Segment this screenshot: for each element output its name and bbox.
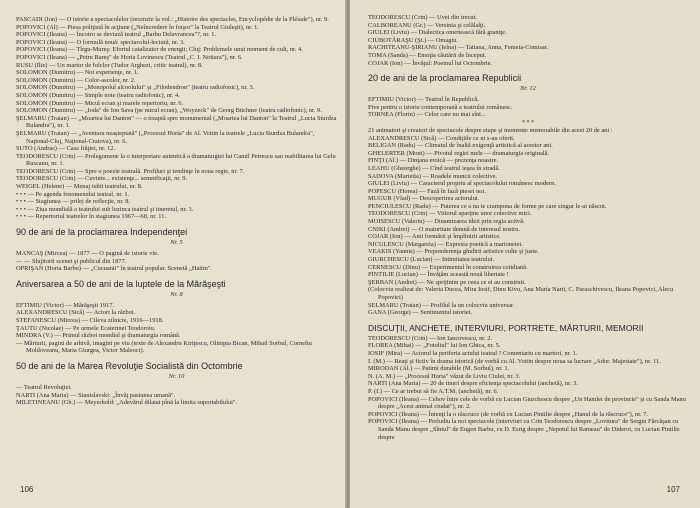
index-entry: P. (I.) — Ce ar trebui să fie A.T.M. (anchetă), nr. 6. [368,387,499,395]
index-entry: MILETINEANU (Gh.) — Meyerhold: „Adevărul dilatat pînă la limita suportabilului". [16,399,238,407]
issue-number: Nr. 10 [168,372,185,380]
index-entry: COJAR (Ion) — Anii formării şi împlinirii artistice. [368,233,501,241]
index-entry: (Colocviu realizat de: Valeria Ducea, Mira Iosif, Dinu Kivu, Ana Maria Narti, C. Paraschivescu, Ileana Popovici, Alecu Popovici) [368,286,674,301]
index-entry: NARTI (Ana Maria) — Stanislavski: „Învăţ pasiunea umană". [16,391,176,399]
index-entry: TOMA (Sanda) — Emoţia căutării de început. [368,51,487,59]
index-entry: MIRODAN (Al.) — Patimi durabile (M. Sorbul), nr. 1. [368,365,510,373]
right-entries-top [368,14,688,67]
index-entry: POPOVICI (Ileana) — „Petru Rareş" de Horia Lovinescu (Teatrul „C. I. Nottara"), nr. 6. [16,53,243,61]
index-entry: POPESCU (Horea) — Fază în fază piesei noi. [368,187,486,195]
issue-number: Nr. 8 [170,290,183,298]
index-entry: BELIGAN (Radu) — Climatul de înaltă exigenţă artistică al acestor ani. [368,142,553,150]
index-entry: ŞERBAN (Andrei) — Ne sprijinim pe ceea ce ei au construit. [368,278,526,286]
index-entry: TEODORESCU (Crin) — Spre o poezie teatrală. Profiluri şi tendinţe în noua regie, nr. 7. [16,167,245,175]
index-entry: FLOREA (Mihai) — „Fotoliul" lui Ion Ghica, nr. 5. [368,342,501,350]
index-entry: POPOVICI (Ileana) — O formulă nouă: spectacolul-lectură, nr. 3. [16,38,185,46]
index-entry: GIULEI (Liviu) — Dialectica omenească fără graniţe. [368,29,507,37]
index-entry: SOLOMON (Dumitru) — Color-ascolor, nr. 2. [16,76,136,84]
index-entry: LEAHU (Gheorghe) — Cînd teatrul ieşea în stradă. [368,164,500,172]
index-entry: COJAR (Ion) — Învăţul: Poemul lui Octombrie. [368,59,493,67]
index-entry: RACHITEANU-ŞIRIANU (Ielna) — Tatiana, Anna, Femeia-Comisar. [368,44,549,52]
index-entry: SOLOMON (Dumitru) — „Ioda" de Ion Sava (pe micul ecran), „Woyzeck" de Georg Büchner (teatru radiofonic), nr. 9. [16,107,322,115]
index-entry: MUGUR (Vlad) — Descoperirea actorului. [368,195,480,203]
index-entry: Five pentru o istorie contemporană a teatrului românesc. [368,103,513,111]
index-entry: MINDRA (V.) — Primul război mondial şi dramaturgia română. [16,332,181,340]
index-entry: POPOVICI (Al) — Piesa poliţistă în acţiune („Neîncredere în foişor" la Teatrul Giuleşti), nr. 1. [16,23,259,31]
section-title: 50 de ani de la Marea Revoluţie Socialistă din Octombrie [16,360,243,371]
index-entry: — — Slujitorii scenei şi publicul din 1877. [16,257,127,265]
index-entry: PENCIULESCU (Radu) — Puterea ce a nu te crampona de forme pe care singur le-ai născut. [368,202,607,210]
index-entry: PASCADI (Ion) — O istorie a spectacolelor (recenzie la vol.: „Histoire des spectacles, Encyclopédie de la Pléiade"), nr. 9. [16,16,329,23]
index-entry: MANCAŞ (Mircea) — 1877 — O pagină de istorie vie. [16,250,159,258]
index-entry: ALEXANDRESCU (Sică) — Actori la război. [16,309,136,317]
index-entry: CNIKI (Andrei) — O maturitate demnă de interesul nostru. [368,225,521,233]
issue-number: Nr. 12 [520,85,536,93]
index-entry: EFTIMIU (Victor) — Teatrul în Republică. [368,96,479,104]
index-entry: NICULESCU (Margareta) — Expresia poetică a marionetei. [368,240,523,248]
section-title: Aniversarea a 50 de ani de la luptele de la Mărăşeşti [16,278,226,289]
index-entry: SOLOMON (Dumitru) — Micul ecran şi marele repertoriu, nr. 6. [16,99,184,107]
index-entry: N. (A. M.) — „Procesul Horia" văzut de Liviu Ciulei, nr. 3. [368,372,521,380]
index-entry: CIUBOTĂRAŞU (Şt.) — Omagiu. [368,36,459,44]
index-entry: • • • — Pe agenda fenomenului teatral, nr. 1. [16,190,130,198]
index-entry: ŞELMARU (Traian) — „Aventura neaşteptată" („Procesul Horia" de Al. Voitin la teatrele „Lucia Sturdza Bulandra", Naţional-Cluj, Naţional-Craiova), nr. 6. [16,129,315,145]
index-entry: TEODORESCU (Crin) — Cuvinte... existenţe... semnificaţii, nr. 9. [16,175,188,183]
index-entry: GIULEI (Liviu) — Caracterul propriu al spectacolului românesc modern. [368,180,556,188]
index-entry: ŢAUTU (Nicolae) — Pe urmele Ecaterinei Teodoroiu. [16,324,156,332]
index-entry: MOISESCU (Valeriu) — Dinamizarea ideii prin regia activă. [368,218,525,226]
index-entry: POPOVICI (Ileana) — Preludiu la noi spectacole (interviuri cu Crin Teodorescu despre „Lovitura" de Sergiu Fărcăşan cu Sanda Manu despre „Sîntul" de Eugen Barbu, cu D. Esrig despre „Nepotul lui Rameau" de Diderot, cu Lucian Pintilie despre [368,418,680,441]
index-entry: GIURCHESCU (Lucian) — Intimitatea teatrului. [368,256,495,264]
index-entry: CERNESCU (Dinu) — Experimentul în construirea cotidiană. [368,263,528,271]
index-entry: STEFANESCU (Mircea) — Cileva zilnicte, 1916—1918. [16,317,164,324]
section-title-discutii: DISCUŢII, ANCHETE, INTERVIURI, PORTRETE, MĂRTURII, MEMORII [368,322,644,333]
index-entry: • • • — Ziua mondială a teatrului sub lozinca teatrul şi tineretul, nr. 3. [16,205,194,213]
left-entries-top [16,16,337,221]
index-entry: ŞELMARU (Traian) — „Moartea lui Danton" — o treaptă spre monumental („Moartea lui Danton" la Teatrul „Lucia Sturdza Bulandra"), nr. 1. [16,114,337,130]
index-entry: WEIGEL (Helene) — Menaj iubit teatrului, nr. 8. [16,183,143,191]
index-entry: I. (M.) — Reaţi şi fictiv în drama istorică (de vorbă cu Al. Voitin despre noua sa lucrare „Ador. Majestate"), nr. 11. [368,357,661,365]
right-entries-mid [368,135,688,317]
page-number-left: 106 [20,485,34,494]
left-page [0,0,346,508]
index-entry: GANA (George) — Sentimentul istoriei. [368,309,473,317]
index-entry: SELMARU (Traian) — Profilul la un colocviu universar. [368,301,515,309]
index-entry: RUSU (Ilie) — Un martor de folclor (Tudor Arghezi, critic teatral), nr. 8. [16,61,203,69]
section-title: 90 de ani de la proclamarea Independenţei [16,227,188,238]
index-entry: SOLOMON (Dumitru) — Noi experienţe, nr. 1. [16,69,139,77]
index-entry: TORNEA (Florin) — Celor care nu mai sînt... [368,111,486,119]
index-entry: — Mărturii, pagini de arhivă, imagini pe viu (texte de Alexandru Kiriţescu, Olimpia Bican, Mihail Sorbul, Corneliu Moldoveanu, Maria Giurgea, Victor Maleoci). [16,339,312,355]
index-entry: • • • — Repertoriul teatrelor în stagiunea 1967—68, nr. 11. [16,213,167,221]
index-entry: PINTILIE (Lucian) — Învăţăm această nouă libertate ! [368,271,509,279]
issue-number: Nr. 5 [170,239,183,247]
index-entry: • • • — Stagiunea — prilej de reflecţie, nr. 8. [16,198,131,206]
index-entry: TEODORESCU (Crin) — Viitorul aparţine unor colective mici. [368,210,532,218]
index-entry: POPOVICI (Ileana) — Încotro se deviază teatrul „Barbu Delavrancea"?, nr. 1. [16,31,217,39]
section-title: 20 de ani de la proclamarea Republicii [368,73,522,84]
right-sections [368,73,688,119]
index-entry: VEAKIS (Yannis) — Preponderenţa gîndirii artistice culte şi juste. [368,248,539,256]
left-sections [16,227,337,407]
page-number-right: 107 [666,485,680,494]
stars-separator: * * * [522,119,534,126]
index-entry: FINŢI (Al.) — Dinţana eroică — prezenţa noastre. [368,157,499,165]
index-entry: — Teatrul Revoluţiei. [16,383,72,391]
index-entry: ALEXANDRESCU (Sică) — Condiţiile ce ni s-au oferit. [368,134,515,142]
index-entry: SADOVA (Marietta) — Roadele muncii colective. [368,172,498,180]
right-page [350,0,700,508]
index-entry: POPOVICI (Ileana) — Întenţi la o răscruce (de vorbă cu Lucian Pintilie despre „Hanul de la răscruce"), nr. 7. [368,410,648,418]
index-entry: OPRIŞAN (Horia Barbu) — „Cucuanii" în teatrul popular. Scenetă „Haiim". [16,265,213,273]
index-entry: TEODORESCU (Crin) — Prolegomene la o interpretare autentică a dramaturgiei lui Camil Petrescu sau reabilitarea lui Gelu Ruscanu, nr. 1. [16,152,336,168]
index-entry: TEODORESCU (Crin) — Uvei din trecut. [368,14,477,21]
index-entry: NARTI (Ana Maria) — 20 de tineri despre eficienţa spectacolului (anchetă), nr. 3. [368,380,578,388]
index-entry: SUTO (Andras) — Casa frăţiei, nr. 12. [16,145,116,153]
index-entry: EFTIMIU (Victor) — Mărăşeşti 1917. [16,301,115,309]
index-entry: POPOVICI (Ileana) — Cehov între cele de vorbă cu Lucian Giurchescu despre „Un Hamlet de provincie" şi cu Sanda Manu despre „Acest animal ciudat"), nr. 2. [368,395,686,411]
index-entry: TEODORESCU (Crin) — Ion Iancovescu, nr. 2. [368,334,493,342]
index-entry: CALBOREANU (Gr.) — Versinia şi celălalţi. [368,21,486,29]
index-entry: IOSIF (Mira) — Actorul la periferia actului teatral ? Comentariu cu martori, nr. 1. [368,349,578,357]
index-entry: SOLOMON (Dumitru) — Simple note (teatru radiofonic), nr. 4. [16,91,180,99]
intro-line: 21 animatori şi creatori de spectacole despre etape şi momente memorabile din acest 20 de ani : [368,126,613,134]
index-entry: SOLOMON (Dumitru) — „Monopolul alcoolului" şi „Filodendron" (teatru radiofonic), nr. 3. [16,84,255,92]
right-entries-discutii [368,335,688,441]
index-entry: POPOVICI (Ileana) — Tîrgu-Mureş: Efortul catalizator de energii; Cluj: Problemele unui moment de cult, nr. 4. [16,46,303,54]
index-entry: GHELERTER (Moni) — Pivotul regiei mele — dramaturgia originală. [368,149,550,157]
